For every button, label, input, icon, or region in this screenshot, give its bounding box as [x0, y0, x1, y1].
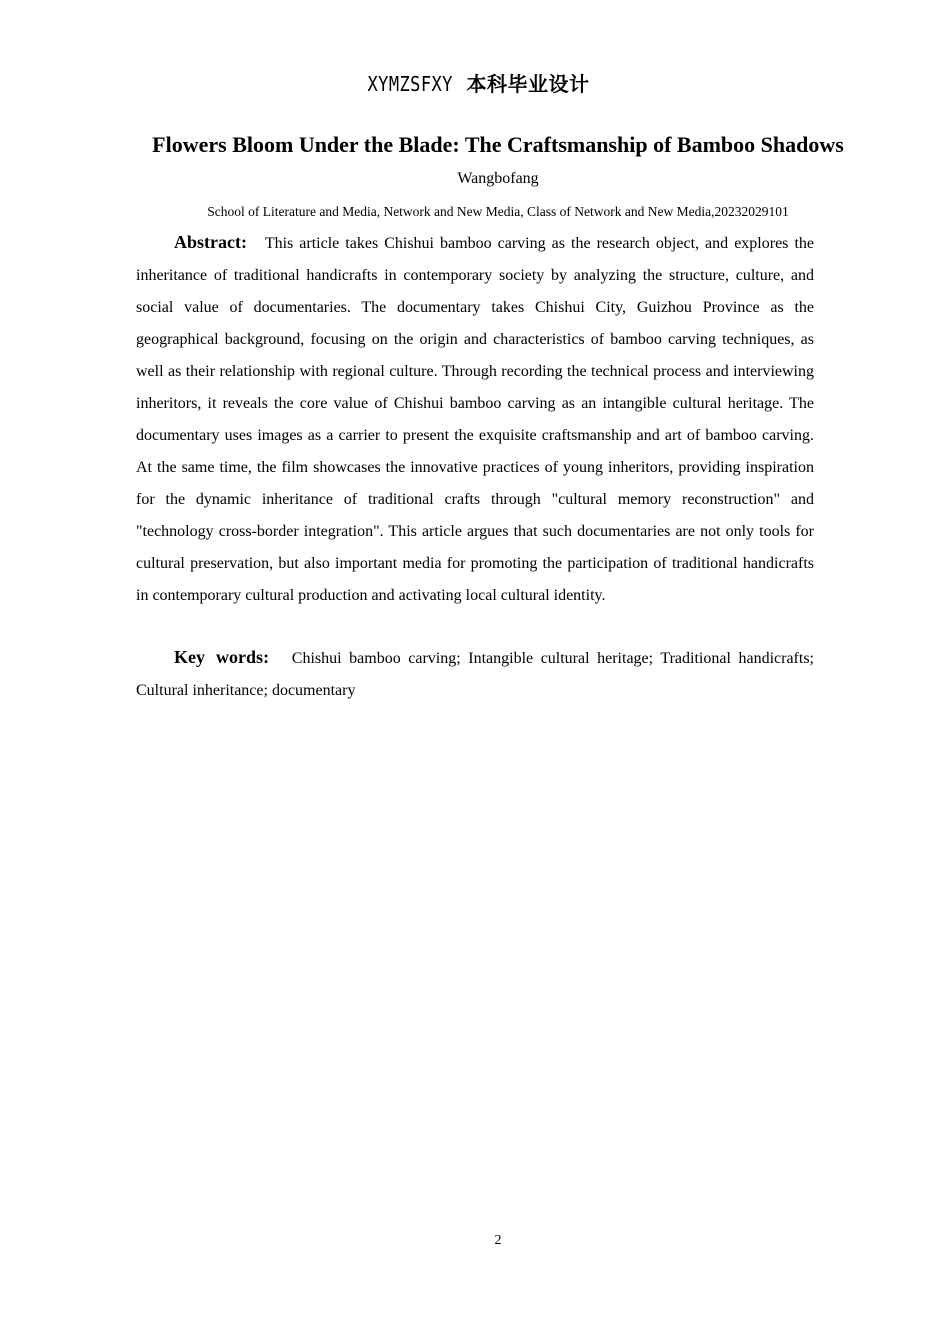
page-number: 2	[494, 1233, 502, 1248]
header-latin-text: XYMZSFXY	[367, 72, 454, 96]
abstract-text: This article takes Chishui bamboo carving as the research object, and explores the inheritance of traditional handicrafts in contemporary society by analyzing the structure, culture, and social value of documentaries. The documentary takes Chishui City, Guizhou Province as the geographical background, focusing on the origin and characteristics of bamboo carving techniques, as well as their relationship with regional culture. Through recording the technical process and interviewing inheritors, it reveals the core value of Chishui bamboo carving as an intangible cultural heritage. The documentary uses images as a carrier to present the exquisite craftsmanship and art of bamboo carving. At the same time, the film showcases the innovative practices of young inheritors, providing inspiration for the dynamic inheritance of traditional crafts through "cultural memory reconstruction" and "technology cross-border integration". This article argues that such documentaries are not only tools for cultural preservation, but also important media for promoting the participation of traditional handicrafts in contemporary cultural production and activating local cultural identity.	[136, 235, 814, 604]
header-cjk-text: 本科毕业设计	[466, 72, 590, 96]
keywords-label: Key words:	[174, 647, 270, 667]
page-header	[0, 70, 950, 98]
paper-title: Flowers Bloom Under the Blade: The Craftsmanship of Bamboo Shadows	[152, 132, 844, 157]
author-affiliation: School of Literature and Media, Network and New Media, Class of Network and New Media,20232029101	[207, 204, 789, 219]
keywords-text: Chishui bamboo carving; Intangible cultural heritage; Traditional handicrafts; Cultural inheritance; documentary	[136, 650, 814, 699]
keywords-paragraph	[136, 641, 814, 707]
abstract-label: Abstract:	[174, 232, 247, 252]
abstract-paragraph	[136, 226, 814, 612]
author-name: Wangbofang	[457, 170, 539, 187]
